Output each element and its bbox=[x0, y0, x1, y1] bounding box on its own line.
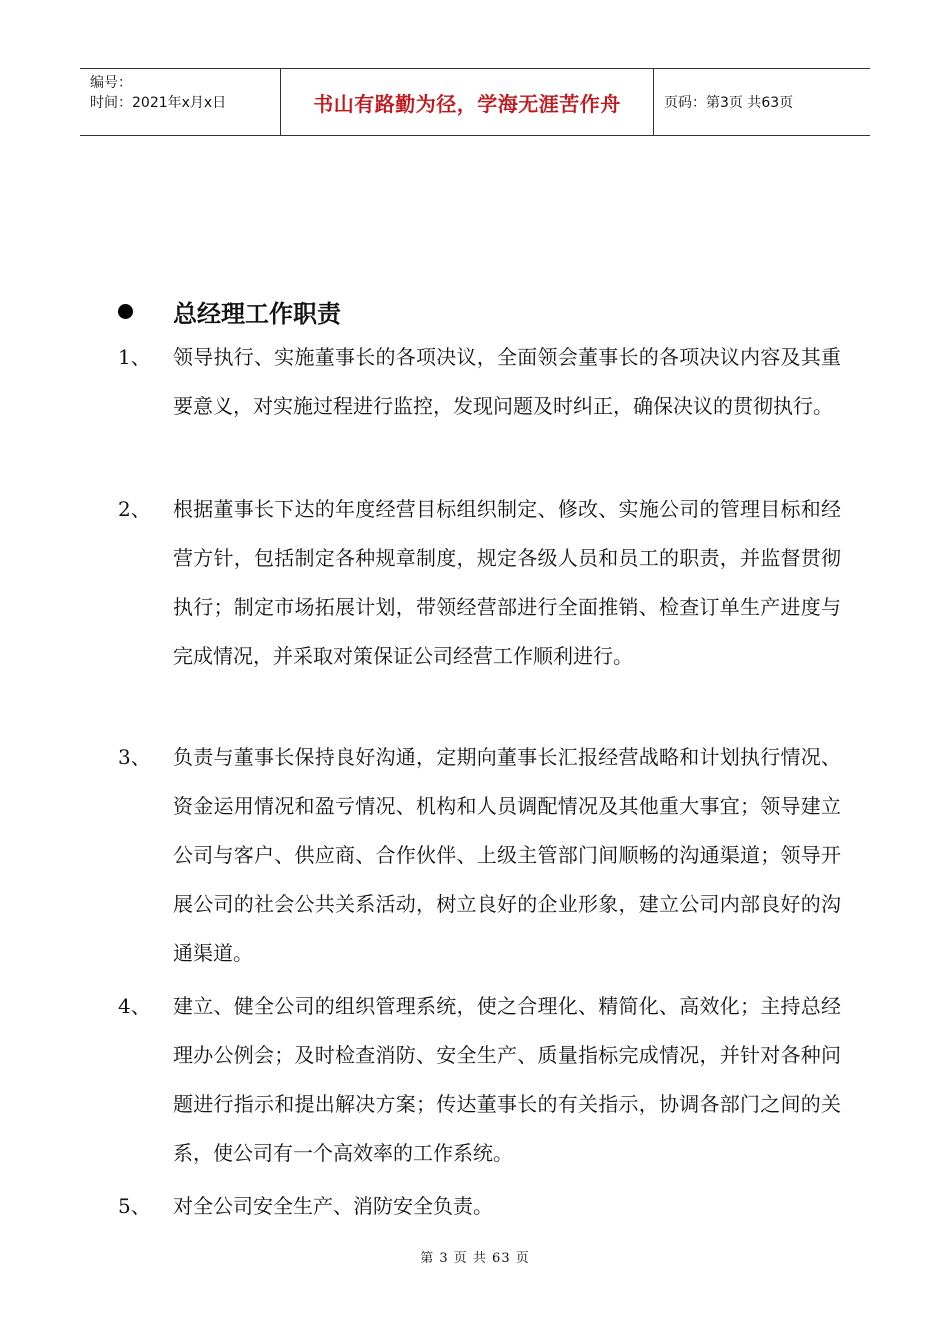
list-item bbox=[118, 733, 848, 978]
header-motto: 书山有路勤为径，学海无涯苦作舟 bbox=[281, 69, 654, 135]
list-item bbox=[118, 333, 848, 431]
item-number: 5、 bbox=[118, 1194, 151, 1218]
item-text: 建立、健全公司的组织管理系统，使之合理化、精简化、高效化；主持总经理办公例会；及时检查消防、安全生产、质量指标完成情况，并针对各种问题进行指示和提出解决方案；传达董事长的有关指示，协调各部门之间的关系，使公司有一个高效率的工作系统。 bbox=[173, 994, 841, 1165]
item-text: 领导执行、实施董事长的各项决议，全面领会董事长的各项决议内容及其重要意义，对实施过程进行监控，发现问题及时纠正，确保决议的贯彻执行。 bbox=[173, 345, 841, 418]
item-text: 对全公司安全生产、消防安全负责。 bbox=[173, 1194, 493, 1218]
section-title: 总经理工作职责 bbox=[173, 300, 341, 328]
list-item bbox=[118, 485, 848, 681]
item-number: 1、 bbox=[118, 345, 151, 369]
bullet-icon bbox=[118, 304, 133, 319]
page-footer: 第 3 页 共 63 页 bbox=[420, 1251, 530, 1266]
item-number: 2、 bbox=[118, 497, 151, 521]
item-number: 3、 bbox=[118, 745, 151, 769]
list-item bbox=[118, 982, 848, 1178]
header-page-info: 页码：第3页 共63页 bbox=[664, 95, 794, 111]
list-item bbox=[118, 1182, 848, 1231]
header-meta bbox=[80, 69, 281, 135]
item-number: 4、 bbox=[118, 994, 151, 1018]
document-header bbox=[80, 68, 870, 136]
item-text: 负责与董事长保持良好沟通，定期向董事长汇报经营战略和计划执行情况、资金运用情况和盈亏情况、机构和人员调配情况及其他重大事宜；领导建立公司与客户、供应商、合作伙伴、上级主管部门间顺畅的沟通渠道；领导开展公司的社会公共关系活动，树立良好的企业形象，建立公司内部良好的沟通渠道。 bbox=[173, 745, 841, 965]
item-text: 根据董事长下达的年度经营目标组织制定、修改、实施公司的管理目标和经营方针，包括制定各种规章制度，规定各级人员和员工的职责，并监督贯彻执行；制定市场拓展计划，带领经营部进行全面推销、检查订单生产进度与完成情况，并采取对策保证公司经营工作顺利进行。 bbox=[173, 497, 841, 668]
header-time-label: 时间：2021年x月x日 bbox=[90, 95, 227, 111]
section-heading bbox=[118, 294, 341, 329]
header-number-label: 编号： bbox=[90, 75, 132, 91]
